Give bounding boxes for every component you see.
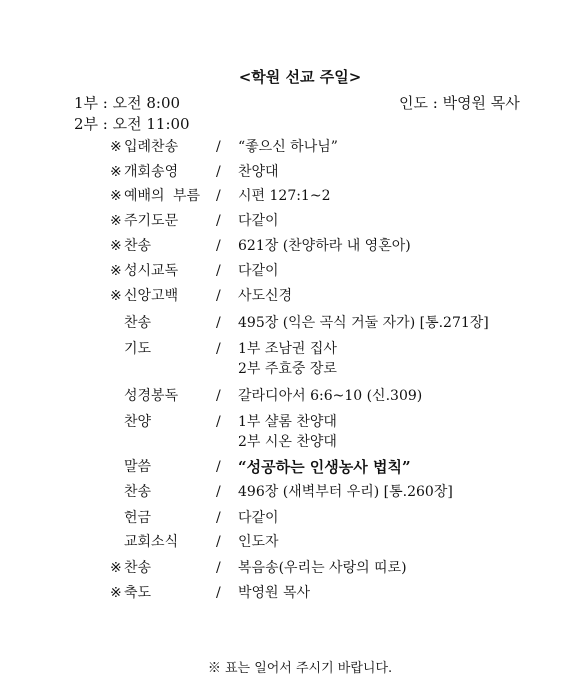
order-row	[0, 211, 588, 231]
standing-mark: ※	[110, 164, 122, 180]
order-content: 1부 샬롬 찬양대 2부 시온 찬양대	[238, 414, 337, 450]
standing-mark: ※	[110, 585, 122, 601]
order-content: 박영원 목사	[238, 585, 311, 601]
order-label: 교회소식	[124, 534, 179, 550]
order-row	[0, 532, 588, 552]
order-label: 입례찬송	[124, 139, 179, 155]
order-content: 621장 (찬양하라 내 영혼아)	[238, 238, 411, 254]
separator: /	[216, 213, 221, 229]
separator: /	[216, 164, 221, 180]
order-row	[0, 137, 588, 157]
order-label: 말씀	[124, 459, 152, 475]
separator: /	[216, 388, 221, 404]
separator: /	[216, 534, 221, 550]
order-label: 찬양	[124, 414, 152, 430]
order-row	[0, 339, 588, 377]
order-content: 찬양대	[238, 164, 279, 180]
standing-mark: ※	[110, 139, 122, 155]
order-content: 갈라디아서 6:6~10 (신.309)	[238, 388, 423, 404]
order-label: 성시교독	[124, 263, 179, 279]
order-row	[0, 236, 588, 256]
order-label: 찬송	[124, 484, 152, 500]
order-row	[0, 482, 588, 502]
order-row	[0, 457, 588, 477]
order-label: 축도	[124, 585, 152, 601]
service-time-2: 2부 : 오전 11:00	[74, 115, 190, 133]
order-content: 다같이	[238, 510, 279, 526]
standing-mark: ※	[110, 188, 122, 204]
footer-note: ※ 표는 일어서 주시기 바랍니다.	[207, 661, 393, 676]
order-label: 주기도문	[124, 213, 179, 229]
order-content: 다같이	[238, 213, 279, 229]
separator: /	[216, 560, 221, 576]
order-content: “좋으신 하나님”	[238, 139, 338, 155]
order-content: 인도자	[238, 534, 279, 550]
order-content: 496장 (새벽부터 우리) [통.260장]	[238, 484, 453, 500]
separator: /	[216, 484, 221, 500]
separator: /	[216, 238, 221, 254]
order-label: 성경봉독	[124, 388, 179, 404]
order-label: 기도	[124, 341, 152, 357]
order-label: 찬송	[124, 238, 152, 254]
separator: /	[216, 288, 221, 304]
order-row	[0, 412, 588, 450]
separator: /	[216, 315, 221, 331]
order-label: 찬송	[124, 560, 152, 576]
order-row	[0, 583, 588, 603]
order-content: 시편 127:1~2	[238, 188, 331, 204]
separator: /	[216, 510, 221, 526]
order-label: 개회송영	[124, 164, 179, 180]
separator: /	[216, 459, 221, 475]
worship-leader: 인도 : 박영원 목사	[399, 94, 520, 112]
standing-mark: ※	[110, 238, 122, 254]
order-content: 복음송(우리는 사랑의 띠로)	[238, 560, 407, 576]
separator: /	[216, 139, 221, 155]
order-row	[0, 162, 588, 182]
order-label: 신앙고백	[124, 288, 179, 304]
separator: /	[216, 188, 221, 204]
page-title: <학원 선교 주일>	[238, 68, 362, 86]
service-time-1: 1부 : 오전 8:00	[74, 94, 181, 112]
order-label: 헌금	[124, 510, 152, 526]
order-label: 찬송	[124, 315, 152, 331]
sermon-title: “성공하는 인생농사 법칙”	[238, 458, 411, 476]
order-row	[0, 508, 588, 528]
separator: /	[216, 585, 221, 601]
order-row	[0, 261, 588, 281]
order-content: 495장 (익은 곡식 거둘 자가) [통.271장]	[238, 315, 489, 331]
order-row	[0, 286, 588, 306]
order-label: 예배의 부름	[124, 188, 200, 204]
separator: /	[216, 263, 221, 279]
standing-mark: ※	[110, 288, 122, 304]
order-row	[0, 558, 588, 578]
order-row	[0, 186, 588, 206]
separator: /	[216, 341, 221, 357]
standing-mark: ※	[110, 560, 122, 576]
standing-mark: ※	[110, 263, 122, 279]
order-row	[0, 313, 588, 333]
separator: /	[216, 414, 221, 430]
order-content: 다같이	[238, 263, 279, 279]
order-content: 1부 조남권 집사 2부 주효중 장로	[238, 341, 337, 377]
standing-mark: ※	[110, 213, 122, 229]
order-content: 사도신경	[238, 288, 293, 304]
order-row	[0, 386, 588, 406]
